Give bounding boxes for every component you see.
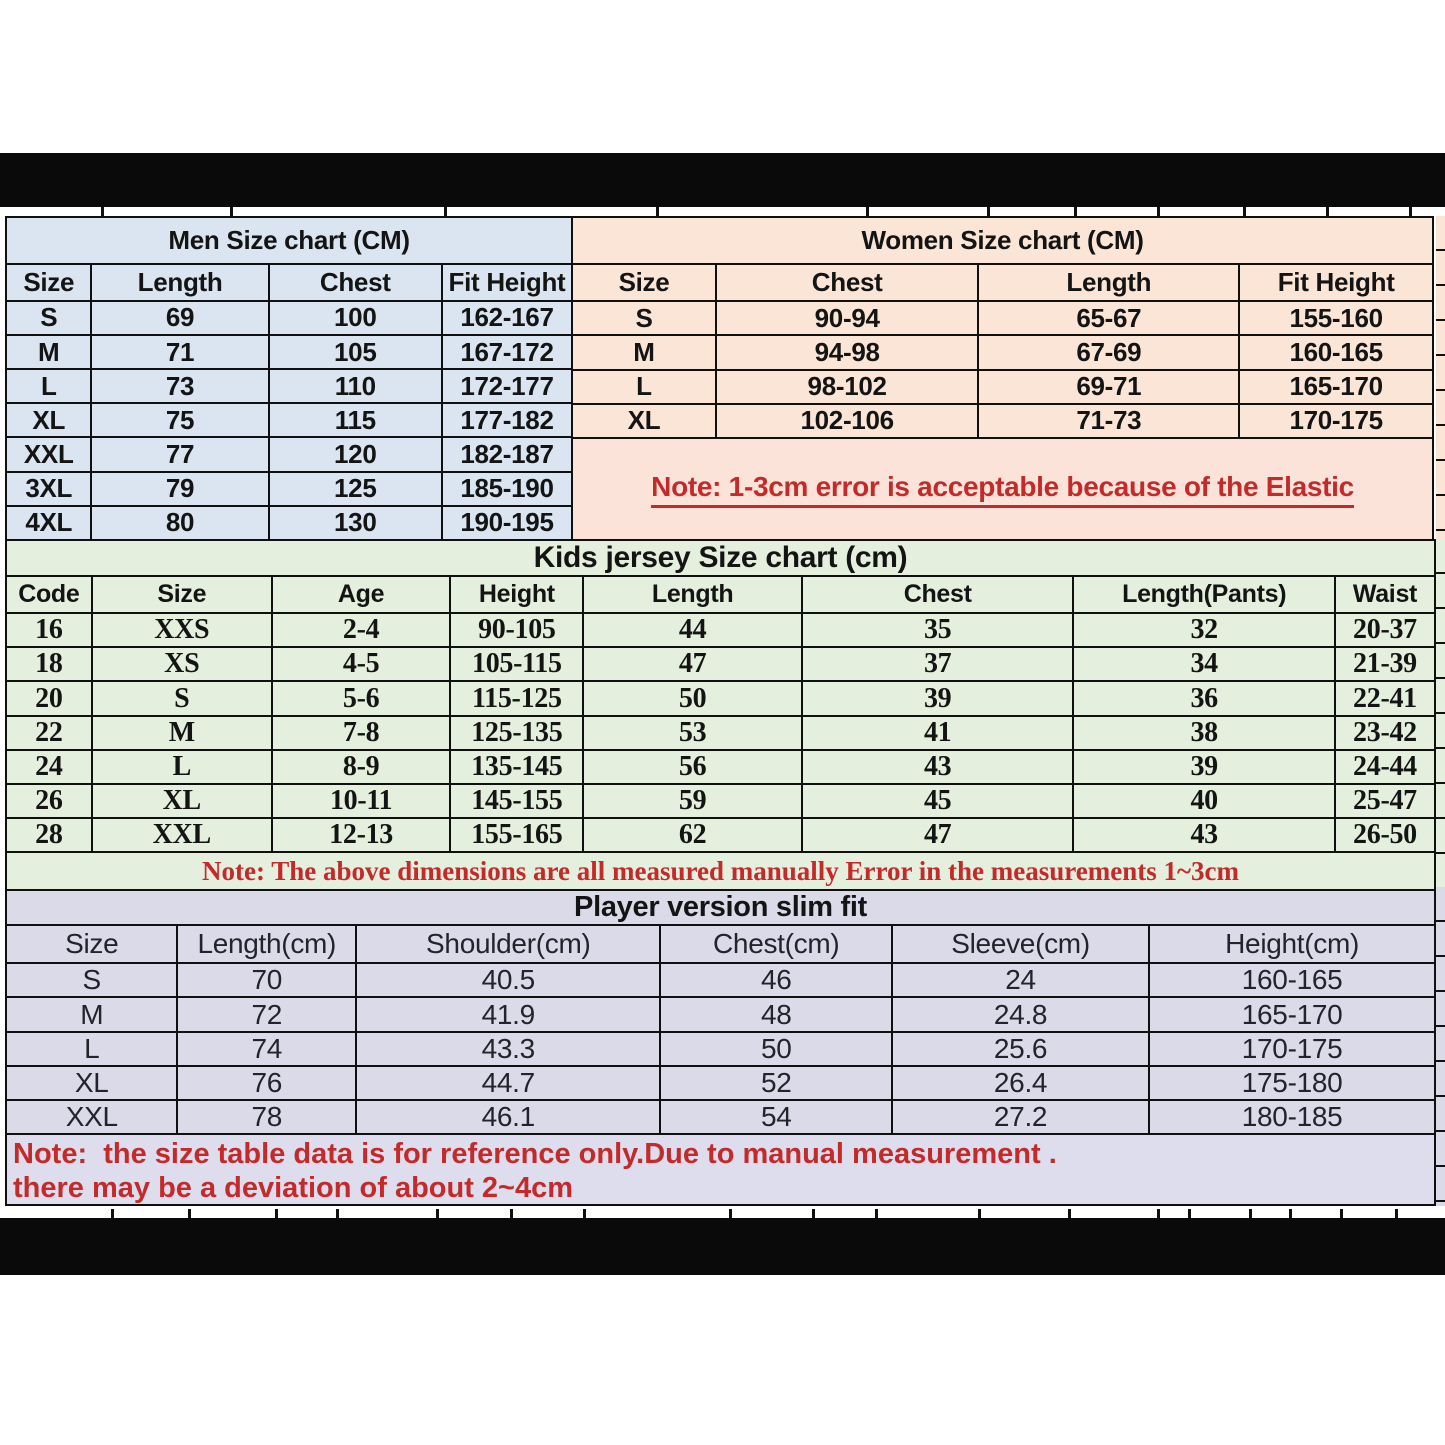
table-cell: 71	[91, 335, 268, 369]
table-cell: XL	[6, 403, 91, 437]
table-cell: L	[572, 370, 716, 404]
table-row	[6, 647, 1435, 681]
table-cell: 102-106	[716, 404, 979, 438]
table-cell: 38	[1073, 716, 1335, 750]
table-cell: 12-13	[272, 818, 451, 852]
column-header: Chest	[716, 264, 979, 301]
table-cell: 16	[6, 613, 92, 647]
table-cell: XL	[6, 1066, 177, 1100]
kids-size-table	[5, 539, 1436, 853]
table-cell: 76	[177, 1066, 356, 1100]
column-header: Length	[91, 264, 268, 301]
table-cell: 162-167	[442, 301, 572, 335]
table-cell: XXL	[92, 818, 272, 852]
player-table-header-row	[6, 925, 1435, 963]
table-cell: 44	[583, 613, 802, 647]
table-cell: M	[92, 716, 272, 750]
table-cell: 39	[1073, 750, 1335, 784]
table-cell: 130	[269, 506, 442, 540]
table-cell: 135-145	[450, 750, 583, 784]
table-cell: 72	[177, 997, 356, 1031]
tick-mark	[1289, 1209, 1292, 1218]
table-cell: 25.6	[892, 1032, 1149, 1066]
tick-mark	[1409, 207, 1412, 216]
men-table-title-row	[6, 217, 572, 264]
table-row	[572, 301, 1433, 335]
table-cell: M	[572, 335, 716, 369]
tick-mark	[812, 1209, 815, 1218]
tick-mark	[978, 1209, 981, 1218]
player-table-title: Player version slim fit	[6, 890, 1435, 925]
table-cell: 45	[802, 784, 1074, 818]
table-cell: XS	[92, 647, 272, 681]
women-note-cell	[571, 437, 1434, 541]
table-cell: 50	[660, 1032, 891, 1066]
table-cell: 155-165	[450, 818, 583, 852]
kids-table-body	[6, 613, 1435, 852]
player-table-title-row	[6, 890, 1435, 925]
column-header: Length(Pants)	[1073, 576, 1335, 613]
table-cell: 54	[660, 1100, 891, 1134]
table-cell: 165-170	[1239, 370, 1433, 404]
table-cell: 74	[177, 1032, 356, 1066]
table-cell: 155-160	[1239, 301, 1433, 335]
column-header: Length	[583, 576, 802, 613]
column-header: Size	[572, 264, 716, 301]
table-cell: 10-11	[272, 784, 451, 818]
table-cell: 41.9	[356, 997, 660, 1031]
table-cell: 36	[1073, 681, 1335, 715]
size-chart-content	[0, 207, 1445, 1218]
table-row	[6, 681, 1435, 715]
women-table-body	[572, 301, 1433, 438]
table-row	[6, 1100, 1435, 1134]
table-row	[6, 818, 1435, 852]
table-cell: 78	[177, 1100, 356, 1134]
sliver-women	[1436, 216, 1445, 539]
right-edge-cropped-column	[1436, 216, 1445, 1206]
table-cell: 7-8	[272, 716, 451, 750]
tick-mark	[230, 207, 233, 216]
table-row	[6, 784, 1435, 818]
table-cell: M	[6, 997, 177, 1031]
table-cell: 98-102	[716, 370, 979, 404]
table-cell: 69	[91, 301, 268, 335]
tick-mark	[1188, 1209, 1191, 1218]
column-header: Code	[6, 576, 92, 613]
table-cell: XXS	[92, 613, 272, 647]
table-row	[6, 750, 1435, 784]
table-row	[572, 404, 1433, 438]
tick-mark	[1157, 207, 1160, 216]
table-cell: S	[572, 301, 716, 335]
table-cell: 56	[583, 750, 802, 784]
tick-mark	[1249, 1209, 1252, 1218]
table-cell: 77	[91, 437, 268, 471]
table-row	[6, 963, 1435, 997]
table-cell: 170-175	[1239, 404, 1433, 438]
tick-mark	[188, 1209, 191, 1218]
table-cell: 40	[1073, 784, 1335, 818]
tick-mark	[729, 1209, 732, 1218]
table-cell: 46	[660, 963, 891, 997]
table-cell: S	[92, 681, 272, 715]
table-cell: 90-94	[716, 301, 979, 335]
table-cell: 170-175	[1149, 1032, 1435, 1066]
men-table-title: Men Size chart (CM)	[6, 217, 572, 264]
table-cell: 41	[802, 716, 1074, 750]
column-header: Chest	[269, 264, 442, 301]
tick-mark	[866, 207, 869, 216]
men-table-header-row	[6, 264, 572, 301]
men-size-chart	[5, 216, 573, 541]
table-cell: 125-135	[450, 716, 583, 750]
top-black-band	[0, 153, 1445, 207]
adult-size-section	[5, 216, 1436, 541]
table-cell: 62	[583, 818, 802, 852]
table-row	[6, 403, 572, 437]
cropped-row-top-strip	[5, 207, 1436, 216]
tick-mark	[336, 1209, 339, 1218]
table-cell: S	[6, 301, 91, 335]
tick-mark	[1395, 1209, 1398, 1218]
table-cell: 28	[6, 818, 92, 852]
table-cell: 160-165	[1239, 335, 1433, 369]
table-cell: 24-44	[1335, 750, 1435, 784]
tick-mark	[1326, 207, 1329, 216]
table-row	[6, 472, 572, 506]
table-cell: 59	[583, 784, 802, 818]
table-cell: 70	[177, 963, 356, 997]
column-header: Size	[6, 925, 177, 963]
table-cell: 37	[802, 647, 1074, 681]
tick-mark	[1074, 207, 1077, 216]
women-table-header-row	[572, 264, 1433, 301]
table-cell: 145-155	[450, 784, 583, 818]
table-cell: 46.1	[356, 1100, 660, 1134]
table-cell: 25-47	[1335, 784, 1435, 818]
table-cell: 69-71	[978, 370, 1239, 404]
table-cell: 185-190	[442, 472, 572, 506]
table-cell: XL	[572, 404, 716, 438]
footer-note-cell	[5, 1133, 1436, 1206]
cropped-row-bottom-strip	[5, 1206, 1436, 1218]
tick-mark	[583, 1209, 586, 1218]
women-table-title: Women Size chart (CM)	[572, 217, 1433, 264]
table-cell: 39	[802, 681, 1074, 715]
column-header: Fit Height	[442, 264, 572, 301]
men-table-body	[6, 301, 572, 540]
column-header: Height(cm)	[1149, 925, 1435, 963]
table-row	[6, 1032, 1435, 1066]
table-row	[6, 613, 1435, 647]
table-row	[6, 1066, 1435, 1100]
table-cell: 180-185	[1149, 1100, 1435, 1134]
kids-table-header-row	[6, 576, 1435, 613]
tick-mark	[1157, 1209, 1160, 1218]
column-header: Height	[450, 576, 583, 613]
table-cell: 165-170	[1149, 997, 1435, 1031]
table-row	[6, 335, 572, 369]
table-cell: 53	[583, 716, 802, 750]
tick-mark	[275, 1209, 278, 1218]
table-cell: 43	[1073, 818, 1335, 852]
table-cell: 47	[802, 818, 1074, 852]
table-cell: 40.5	[356, 963, 660, 997]
table-cell: 105-115	[450, 647, 583, 681]
tick-mark	[111, 1209, 114, 1218]
table-cell: 120	[269, 437, 442, 471]
column-header: Age	[272, 576, 451, 613]
table-cell: 67-69	[978, 335, 1239, 369]
table-cell: 27.2	[892, 1100, 1149, 1134]
table-cell: 32	[1073, 613, 1335, 647]
tick-mark	[656, 207, 659, 216]
footer-note-line2: there may be a deviation of about 2~4cm	[13, 1172, 574, 1204]
table-cell: XXL	[6, 1100, 177, 1134]
tick-mark	[436, 1209, 439, 1218]
table-row	[6, 437, 572, 471]
table-cell: 26	[6, 784, 92, 818]
table-cell: 21-39	[1335, 647, 1435, 681]
table-cell: 24	[6, 750, 92, 784]
table-cell: 79	[91, 472, 268, 506]
column-header: Waist	[1335, 576, 1435, 613]
table-cell: 34	[1073, 647, 1335, 681]
table-cell: 94-98	[716, 335, 979, 369]
player-table-body	[6, 963, 1435, 1134]
table-cell: 125	[269, 472, 442, 506]
tick-mark	[1243, 207, 1246, 216]
bottom-white-margin	[0, 1275, 1445, 1445]
tick-mark	[444, 207, 447, 216]
table-cell: XXL	[6, 437, 91, 471]
table-cell: 2-4	[272, 613, 451, 647]
table-cell: 172-177	[442, 369, 572, 403]
table-row	[6, 506, 572, 540]
table-cell: 20	[6, 681, 92, 715]
column-header: Length	[978, 264, 1239, 301]
column-header: Size	[92, 576, 272, 613]
footer-note-line1: Note: the size table data is for reference only.Due to manual measurement .	[13, 1138, 1057, 1170]
column-header: Size	[6, 264, 91, 301]
column-header: Length(cm)	[177, 925, 356, 963]
table-cell: 24	[892, 963, 1149, 997]
column-header: Shoulder(cm)	[356, 925, 660, 963]
player-size-table	[5, 889, 1436, 1135]
table-row	[6, 369, 572, 403]
table-cell: 5-6	[272, 681, 451, 715]
table-cell: 3XL	[6, 472, 91, 506]
table-cell: XL	[92, 784, 272, 818]
tick-mark	[510, 1209, 513, 1218]
table-cell: 167-172	[442, 335, 572, 369]
sliver-player	[1436, 887, 1445, 1206]
column-header: Fit Height	[1239, 264, 1433, 301]
kids-note-text: Note: The above dimensions are all measured manually Error in the measurements 1~3cm	[201, 855, 1239, 886]
kids-note-cell	[5, 851, 1436, 891]
column-header: Chest(cm)	[660, 925, 891, 963]
table-cell: 177-182	[442, 403, 572, 437]
table-cell: L	[92, 750, 272, 784]
column-header: Chest	[802, 576, 1074, 613]
table-cell: M	[6, 335, 91, 369]
table-cell: 4-5	[272, 647, 451, 681]
sliver-kids	[1436, 539, 1445, 887]
table-cell: L	[6, 369, 91, 403]
table-cell: 71-73	[978, 404, 1239, 438]
table-cell: 24.8	[892, 997, 1149, 1031]
table-cell: 160-165	[1149, 963, 1435, 997]
table-cell: 190-195	[442, 506, 572, 540]
table-cell: 50	[583, 681, 802, 715]
kids-table-title: Kids jersey Size chart (cm)	[6, 540, 1435, 576]
tick-mark	[1340, 1209, 1343, 1218]
table-cell: 20-37	[1335, 613, 1435, 647]
table-cell: 115	[269, 403, 442, 437]
table-cell: 80	[91, 506, 268, 540]
table-cell: 22	[6, 716, 92, 750]
table-cell: 175-180	[1149, 1066, 1435, 1100]
tick-mark	[987, 207, 990, 216]
table-cell: 115-125	[450, 681, 583, 715]
kids-table-title-row	[6, 540, 1435, 576]
table-cell: 26-50	[1335, 818, 1435, 852]
women-size-table	[571, 216, 1434, 439]
table-row	[6, 301, 572, 335]
column-header: Sleeve(cm)	[892, 925, 1149, 963]
table-cell: 73	[91, 369, 268, 403]
table-cell: 110	[269, 369, 442, 403]
women-note-text: Note: 1-3cm error is acceptable because of the Elastic	[651, 471, 1354, 508]
table-cell: 182-187	[442, 437, 572, 471]
table-cell: 65-67	[978, 301, 1239, 335]
table-cell: 43.3	[356, 1032, 660, 1066]
table-cell: 22-41	[1335, 681, 1435, 715]
table-cell: 47	[583, 647, 802, 681]
table-cell: 44.7	[356, 1066, 660, 1100]
table-row	[572, 335, 1433, 369]
table-cell: 4XL	[6, 506, 91, 540]
table-cell: 43	[802, 750, 1074, 784]
table-cell: 52	[660, 1066, 891, 1100]
table-cell: 100	[269, 301, 442, 335]
bottom-black-band	[0, 1218, 1445, 1275]
tick-mark	[875, 1209, 878, 1218]
men-size-table	[5, 216, 573, 541]
table-cell: 48	[660, 997, 891, 1031]
table-row	[6, 997, 1435, 1031]
top-white-margin	[0, 0, 1445, 153]
table-cell: 23-42	[1335, 716, 1435, 750]
table-row	[572, 370, 1433, 404]
table-cell: S	[6, 963, 177, 997]
table-cell: 90-105	[450, 613, 583, 647]
women-size-chart	[571, 216, 1434, 541]
table-cell: L	[6, 1032, 177, 1066]
table-cell: 75	[91, 403, 268, 437]
table-row	[6, 716, 1435, 750]
women-table-title-row	[572, 217, 1433, 264]
table-cell: 8-9	[272, 750, 451, 784]
table-cell: 105	[269, 335, 442, 369]
table-cell: 26.4	[892, 1066, 1149, 1100]
tick-mark	[1068, 1209, 1071, 1218]
tick-mark	[101, 207, 104, 216]
table-cell: 35	[802, 613, 1074, 647]
table-cell: 18	[6, 647, 92, 681]
